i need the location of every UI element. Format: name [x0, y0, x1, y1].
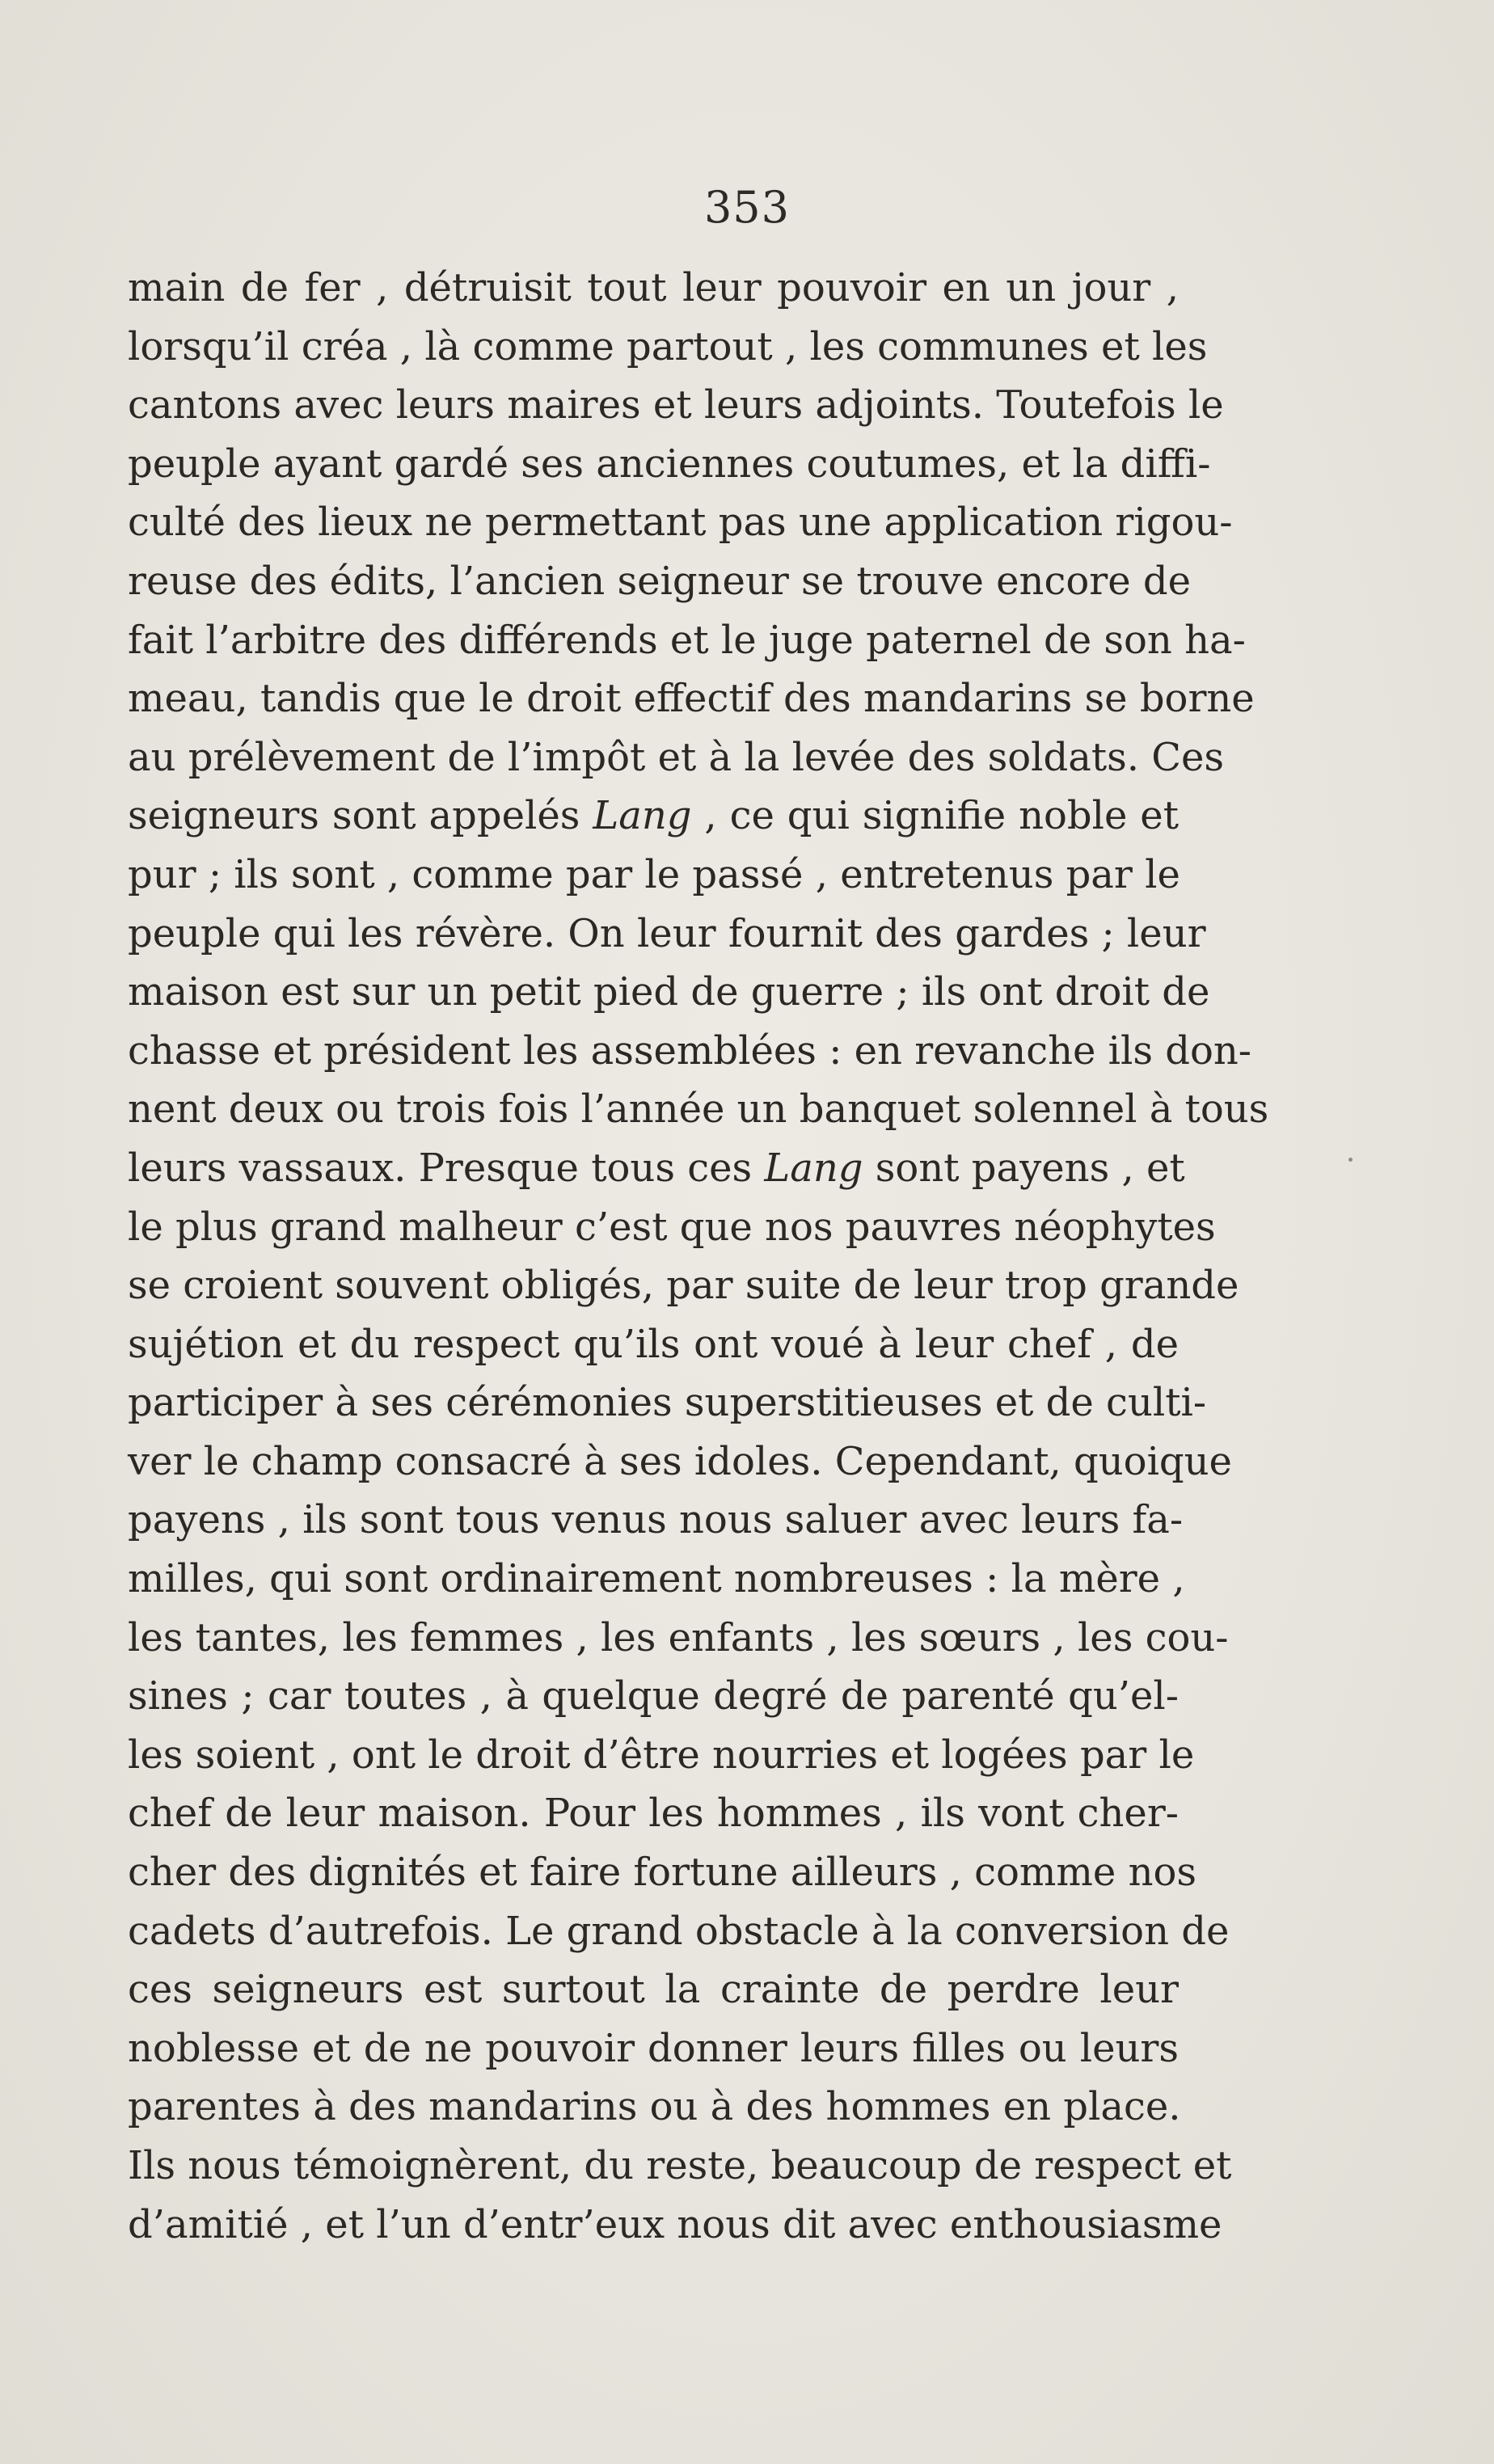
text-line: milles, qui sont ordinairement nombreuses : la mère ,: [128, 1556, 1185, 1602]
text-line: cadets d’autrefois. Le grand obstacle à la conversion de: [128, 1908, 1230, 1954]
text-line: chasse et président les assemblées : en revanche ils don-: [128, 1027, 1252, 1074]
text-line: reuse des édits, l’ancien seigneur se trouve encore de: [128, 558, 1191, 604]
text-line: Ils nous témoignèrent, du reste, beaucoup de respect et: [128, 2143, 1232, 2188]
text-line: nent deux ou trois fois l’année un banquet solennel à tous: [128, 1086, 1269, 1133]
text-line: maison est sur un petit pied de guerre ; ils ont droit de: [128, 969, 1210, 1015]
text-line: participer à ses cérémonies superstitieuses et de culti-: [128, 1380, 1207, 1426]
text-line: noblesse et de ne pouvoir donner leurs filles ou leurs: [128, 2025, 1179, 2071]
text-line: ces seigneurs est surtout la crainte de perdre leur: [128, 1967, 1179, 2013]
text-line: peuple qui les révère. On leur fournit des gardes ; leur: [128, 910, 1206, 956]
text-line: les soient , ont le droit d’être nourries et logées par le: [128, 1732, 1195, 1778]
paper-speck: [1348, 1158, 1353, 1162]
text-line: cantons avec leurs maires et leurs adjoints. Toutefois le: [128, 382, 1224, 428]
text-line: se croient souvent obligés, par suite de leur trop grande: [128, 1263, 1239, 1309]
text-line: sines ; car toutes , à quelque degré de parenté qu’el-: [128, 1673, 1179, 1719]
text-line: leurs vassaux. Presque tous ces Lang sont payens , et: [128, 1145, 1185, 1191]
text-line: pur ; ils sont , comme par le passé , entretenus par le: [128, 851, 1180, 897]
text-line: main de fer , détruisit tout leur pouvoir en un jour ,: [128, 265, 1179, 310]
text-line: meau, tandis que le droit effectif des mandarins se borne: [128, 676, 1255, 722]
text-line: peuple ayant gardé ses anciennes coutumes, et la diffi-: [128, 441, 1211, 487]
text-line: les tantes, les femmes , les enfants , les sœurs , les cou-: [128, 1614, 1229, 1660]
text-line: culté des lieux ne permettant pas une application rigou-: [128, 500, 1233, 546]
text-line: lorsqu’il créa , là comme partout , les communes et les: [128, 323, 1208, 369]
italic-term: Lang: [593, 793, 692, 839]
italic-term: Lang: [764, 1145, 863, 1191]
text-line: d’amitié , et l’un d’entr’eux nous dit avec enthousiasme: [128, 2201, 1222, 2247]
text-line: le plus grand malheur c’est que nos pauvres néophytes: [128, 1204, 1216, 1250]
text-line: fait l’arbitre des différends et le juge paternel de son ha-: [128, 617, 1246, 663]
body-text: [128, 259, 1269, 2254]
text-line: seigneurs sont appelés Lang , ce qui signifie noble et: [128, 793, 1179, 839]
text-line: ver le champ consacré à ses idoles. Cependant, quoique: [128, 1438, 1232, 1484]
text-line: parentes à des mandarins ou à des hommes en place.: [128, 2084, 1181, 2130]
page-number: 353: [703, 182, 791, 233]
text-line: payens , ils sont tous venus nous saluer avec leurs fa-: [128, 1497, 1184, 1543]
text-line: sujétion et du respect qu’ils ont voué à leur chef , de: [128, 1321, 1179, 1367]
text-line: au prélèvement de l’impôt et à la levée des soldats. Ces: [128, 734, 1225, 780]
text-line: cher des dignités et faire fortune ailleurs , comme nos: [128, 1850, 1197, 1896]
text-line: chef de leur maison. Pour les hommes , ils vont cher-: [128, 1791, 1179, 1837]
